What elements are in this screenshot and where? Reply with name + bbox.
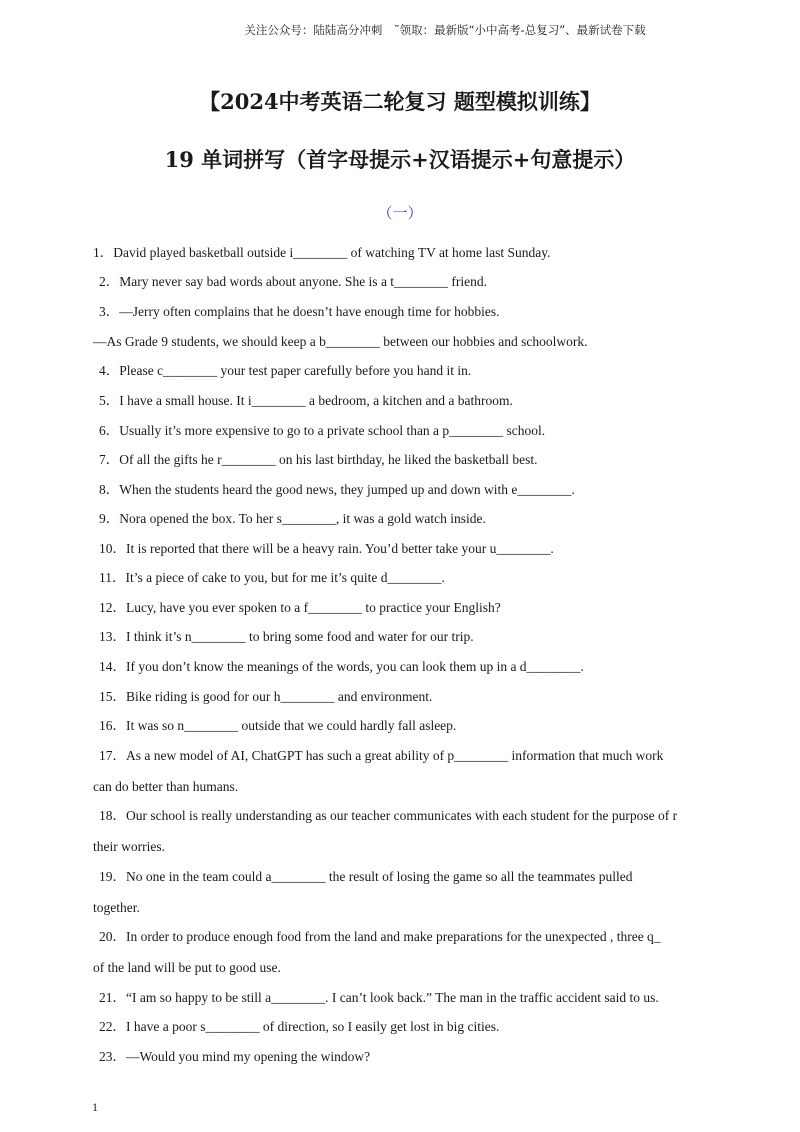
question-line: 12．Lucy, have you ever spoken to a f________ to practice your English?: [99, 600, 501, 615]
question-line: 3．—Jerry often complains that he doesn’t have enough time for hobbies.: [99, 304, 500, 319]
question-line: 19．No one in the team could a________ the result of losing the game so all the teammates pulled: [99, 869, 633, 884]
question-line: their worries.: [93, 839, 165, 854]
page-subtitle: 19 单词拼写（首字母提示+汉语提示+句意提示）: [164, 147, 636, 172]
question-line: 10．It is reported that there will be a heavy rain. You’d better take your u________.: [99, 541, 554, 556]
question-line: 20．In order to produce enough food from the land and make preparations for the unexpected , three q_: [99, 929, 661, 944]
question-line: 7．Of all the gifts he r________ on his last birthday, he liked the basketball best.: [99, 452, 538, 467]
question-line: of the land will be put to good use.: [93, 960, 281, 975]
page-title: 【2024中考英语二轮复习 题型模拟训练】: [199, 89, 601, 114]
question-line: 22．I have a poor s________ of direction, so I easily get lost in big cities.: [99, 1019, 500, 1034]
question-line: 23．—Would you mind my opening the window?: [99, 1049, 371, 1064]
question-line: 13．I think it’s n________ to bring some food and water for our trip.: [99, 629, 474, 644]
question-line: 1．David played basketball outside i________ of watching TV at home last Sunday.: [93, 245, 551, 260]
question-line: 6．Usually it’s more expensive to go to a private school than a p________ school.: [99, 423, 546, 438]
page-number: 1: [92, 1100, 98, 1114]
question-line: 11．It’s a piece of cake to you, but for me it’s quite d________.: [99, 570, 445, 585]
question-line: 18．Our school is really understanding as our teacher communicates with each student for the purpose of r: [99, 808, 678, 823]
question-line: 16．It was so n________ outside that we could hardly fall asleep.: [99, 718, 457, 733]
question-line: 8．When the students heard the good news, they jumped up and down with e________.: [99, 482, 575, 497]
question-line: —As Grade 9 students, we should keep a b________ between our hobbies and schoolwork.: [93, 334, 588, 349]
question-line: can do better than humans.: [93, 779, 239, 794]
question-line: 15．Bike riding is good for our h________ and environment.: [99, 689, 433, 704]
question-line: together.: [93, 900, 140, 915]
question-line: 2．Mary never say bad words about anyone. She is a t________ friend.: [99, 274, 488, 289]
question-line: 17．As a new model of AI, ChatGPT has such a great ability of p________ information that much work: [99, 748, 664, 763]
question-line: 21．“I am so happy to be still a________. I can’t look back.” The man in the traffic accident said to us.: [99, 990, 659, 1005]
question-line: 5．I have a small house. It i________ a bedroom, a kitchen and a bathroom.: [99, 393, 513, 408]
question-line: 9．Nora opened the box. To her s________, it was a gold watch inside.: [99, 511, 486, 526]
question-line: 14．If you don’t know the meanings of the words, you can look them up in a d________.: [99, 659, 584, 674]
header-note: 关注公众号：陆陆高分冲刺 ˜领取：最新版“小中高考-总复习”、最新试卷下载: [244, 23, 646, 37]
section-label: （一）: [377, 204, 423, 222]
question-line: 4．Please c________ your test paper carefully before you hand it in.: [99, 363, 472, 378]
